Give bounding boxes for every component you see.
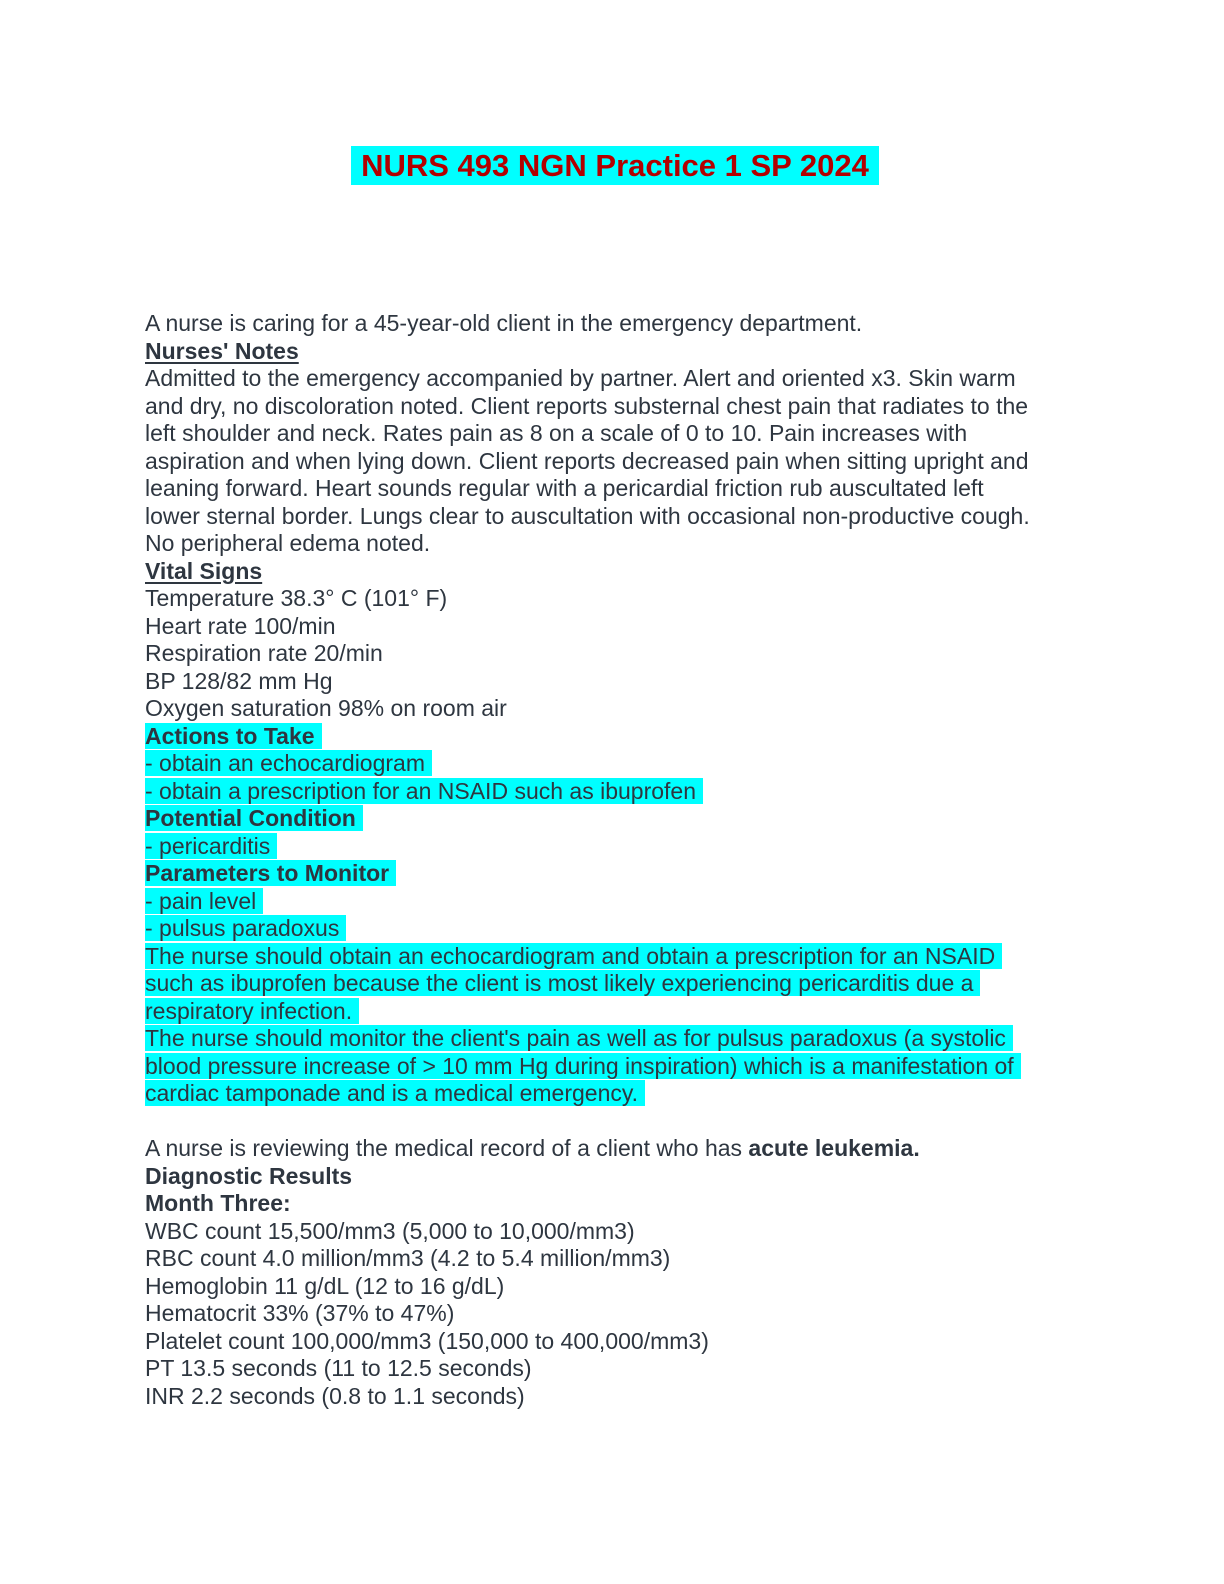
text-run: BP 128/82 mm Hg [145,667,333,694]
text-run: INR 2.2 seconds (0.8 to 1.1 seconds) [145,1382,525,1409]
lab-value-hematocrit [145,1300,1085,1328]
case-intro-line [145,1135,1085,1163]
lab-value-hemoglobin [145,1273,1085,1301]
text-run: Platelet count 100,000/mm3 (150,000 to 400,000/mm3) [145,1327,709,1354]
rationale-text [145,970,1085,998]
text-run: Hematocrit 33% (37% to 47%) [145,1300,455,1326]
text-run: Potential Condition [145,805,363,831]
text-run: No peripheral edema noted. [145,530,431,556]
text-run: Oxygen saturation 98% on room air [145,695,507,721]
vital-sign-respiration-rate [145,640,1085,668]
text-run: blood pressure increase of > 10 mm Hg during inspiration) which is a manifestation of [145,1053,1021,1079]
action-item [145,750,1085,778]
case-intro-line [145,310,1085,338]
text-run: - obtain an echocardiogram [145,750,432,776]
text-run: Parameters to Monitor [145,860,396,886]
rationale-text [145,1053,1085,1081]
condition-item [145,833,1085,861]
document-title-row [145,143,1085,188]
rationale-text [145,998,1085,1026]
text-run: such as ibuprofen because the client is most likely experiencing pericarditis due a [145,970,980,996]
document-title: NURS 493 NGN Practice 1 SP 2024 [351,146,879,185]
vital-sign-bp [145,668,1085,696]
lab-value-pt [145,1355,1085,1383]
document-content [145,143,1085,1410]
text-run: Temperature 38.3° C (101° F) [145,585,448,611]
text-run: acute leukemia. [748,1135,920,1161]
parameter-item [145,915,1085,943]
text-run: and dry, no discoloration noted. Client reports substernal chest pain that radiates to the [145,392,1029,419]
text-run: Diagnostic Results [145,1162,353,1189]
action-item [145,778,1085,806]
text-run: Month Three: [145,1190,291,1216]
text-run: - pain level [145,888,263,914]
rationale-text [145,943,1085,971]
vital-sign-oxygen-saturation [145,695,1085,723]
text-run: - pulsus paradoxus [145,915,346,941]
lab-value-rbc [145,1245,1085,1273]
text-run: The nurse should monitor the client's pain as well as for pulsus paradoxus (a systolic [145,1025,1013,1051]
document-body [145,310,1085,1410]
text-run: left shoulder and neck. Rates pain as 8 on a scale of 0 to 10. Pain increases with [145,420,968,446]
lab-value-inr [145,1383,1085,1411]
rationale-text [145,1025,1085,1053]
text-run: PT 13.5 seconds (11 to 12.5 seconds) [145,1355,532,1381]
text-run: RBC count 4.0 million/mm3 (4.2 to 5.4 million/mm3) [145,1245,671,1271]
text-run: A nurse is caring for a 45-year-old client in the emergency department. [145,310,863,336]
text-run: cardiac tamponade and is a medical emergency. [145,1080,645,1106]
nurses-notes-text [145,448,1085,476]
month-three-heading [145,1190,1085,1218]
text-run: - pericarditis [145,833,277,859]
text-run: aspiration and when lying down. Client reports decreased pain when sitting upright and [145,447,1029,474]
text-run: respiratory infection. [145,998,359,1024]
nurses-notes-text [145,365,1085,393]
rationale-text [145,1080,1085,1108]
diagnostic-results-heading [145,1163,1085,1191]
blank-line [145,1108,1085,1136]
text-run: Actions to Take [145,723,322,749]
nurses-notes-text [145,393,1085,421]
parameter-item [145,888,1085,916]
text-run: Nurses' Notes [145,337,299,364]
text-run: Heart rate 100/min [145,612,336,639]
lab-value-platelet [145,1328,1085,1356]
potential-condition-heading [145,805,1085,833]
text-run: A nurse is reviewing the medical record of a client who has [145,1135,749,1161]
text-run: Hemoglobin 11 g/dL (12 to 16 g/dL) [145,1272,505,1299]
vital-sign-heart-rate [145,613,1085,641]
text-run: Vital Signs [145,557,263,584]
nurses-notes-text [145,530,1085,558]
text-run: leaning forward. Heart sounds regular with a pericardial friction rub auscultated left [145,475,984,501]
nurses-notes-heading [145,338,1085,366]
text-run: The nurse should obtain an echocardiogram and obtain a prescription for an NSAID [145,943,1002,969]
text-run: Respiration rate 20/min [145,640,383,666]
nurses-notes-text [145,503,1085,531]
parameters-to-monitor-heading [145,860,1085,888]
vital-signs-heading [145,558,1085,586]
text-run: WBC count 15,500/mm3 (5,000 to 10,000/mm3) [145,1217,635,1244]
actions-to-take-heading [145,723,1085,751]
nurses-notes-text [145,420,1085,448]
text-run: lower sternal border. Lungs clear to auscultation with occasional non-productive cough. [145,502,1030,529]
text-run: - obtain a prescription for an NSAID such as ibuprofen [145,778,703,804]
lab-value-wbc [145,1218,1085,1246]
text-run: Admitted to the emergency accompanied by partner. Alert and oriented x3. Skin warm [145,365,1016,391]
vital-sign-temperature [145,585,1085,613]
nurses-notes-text [145,475,1085,503]
